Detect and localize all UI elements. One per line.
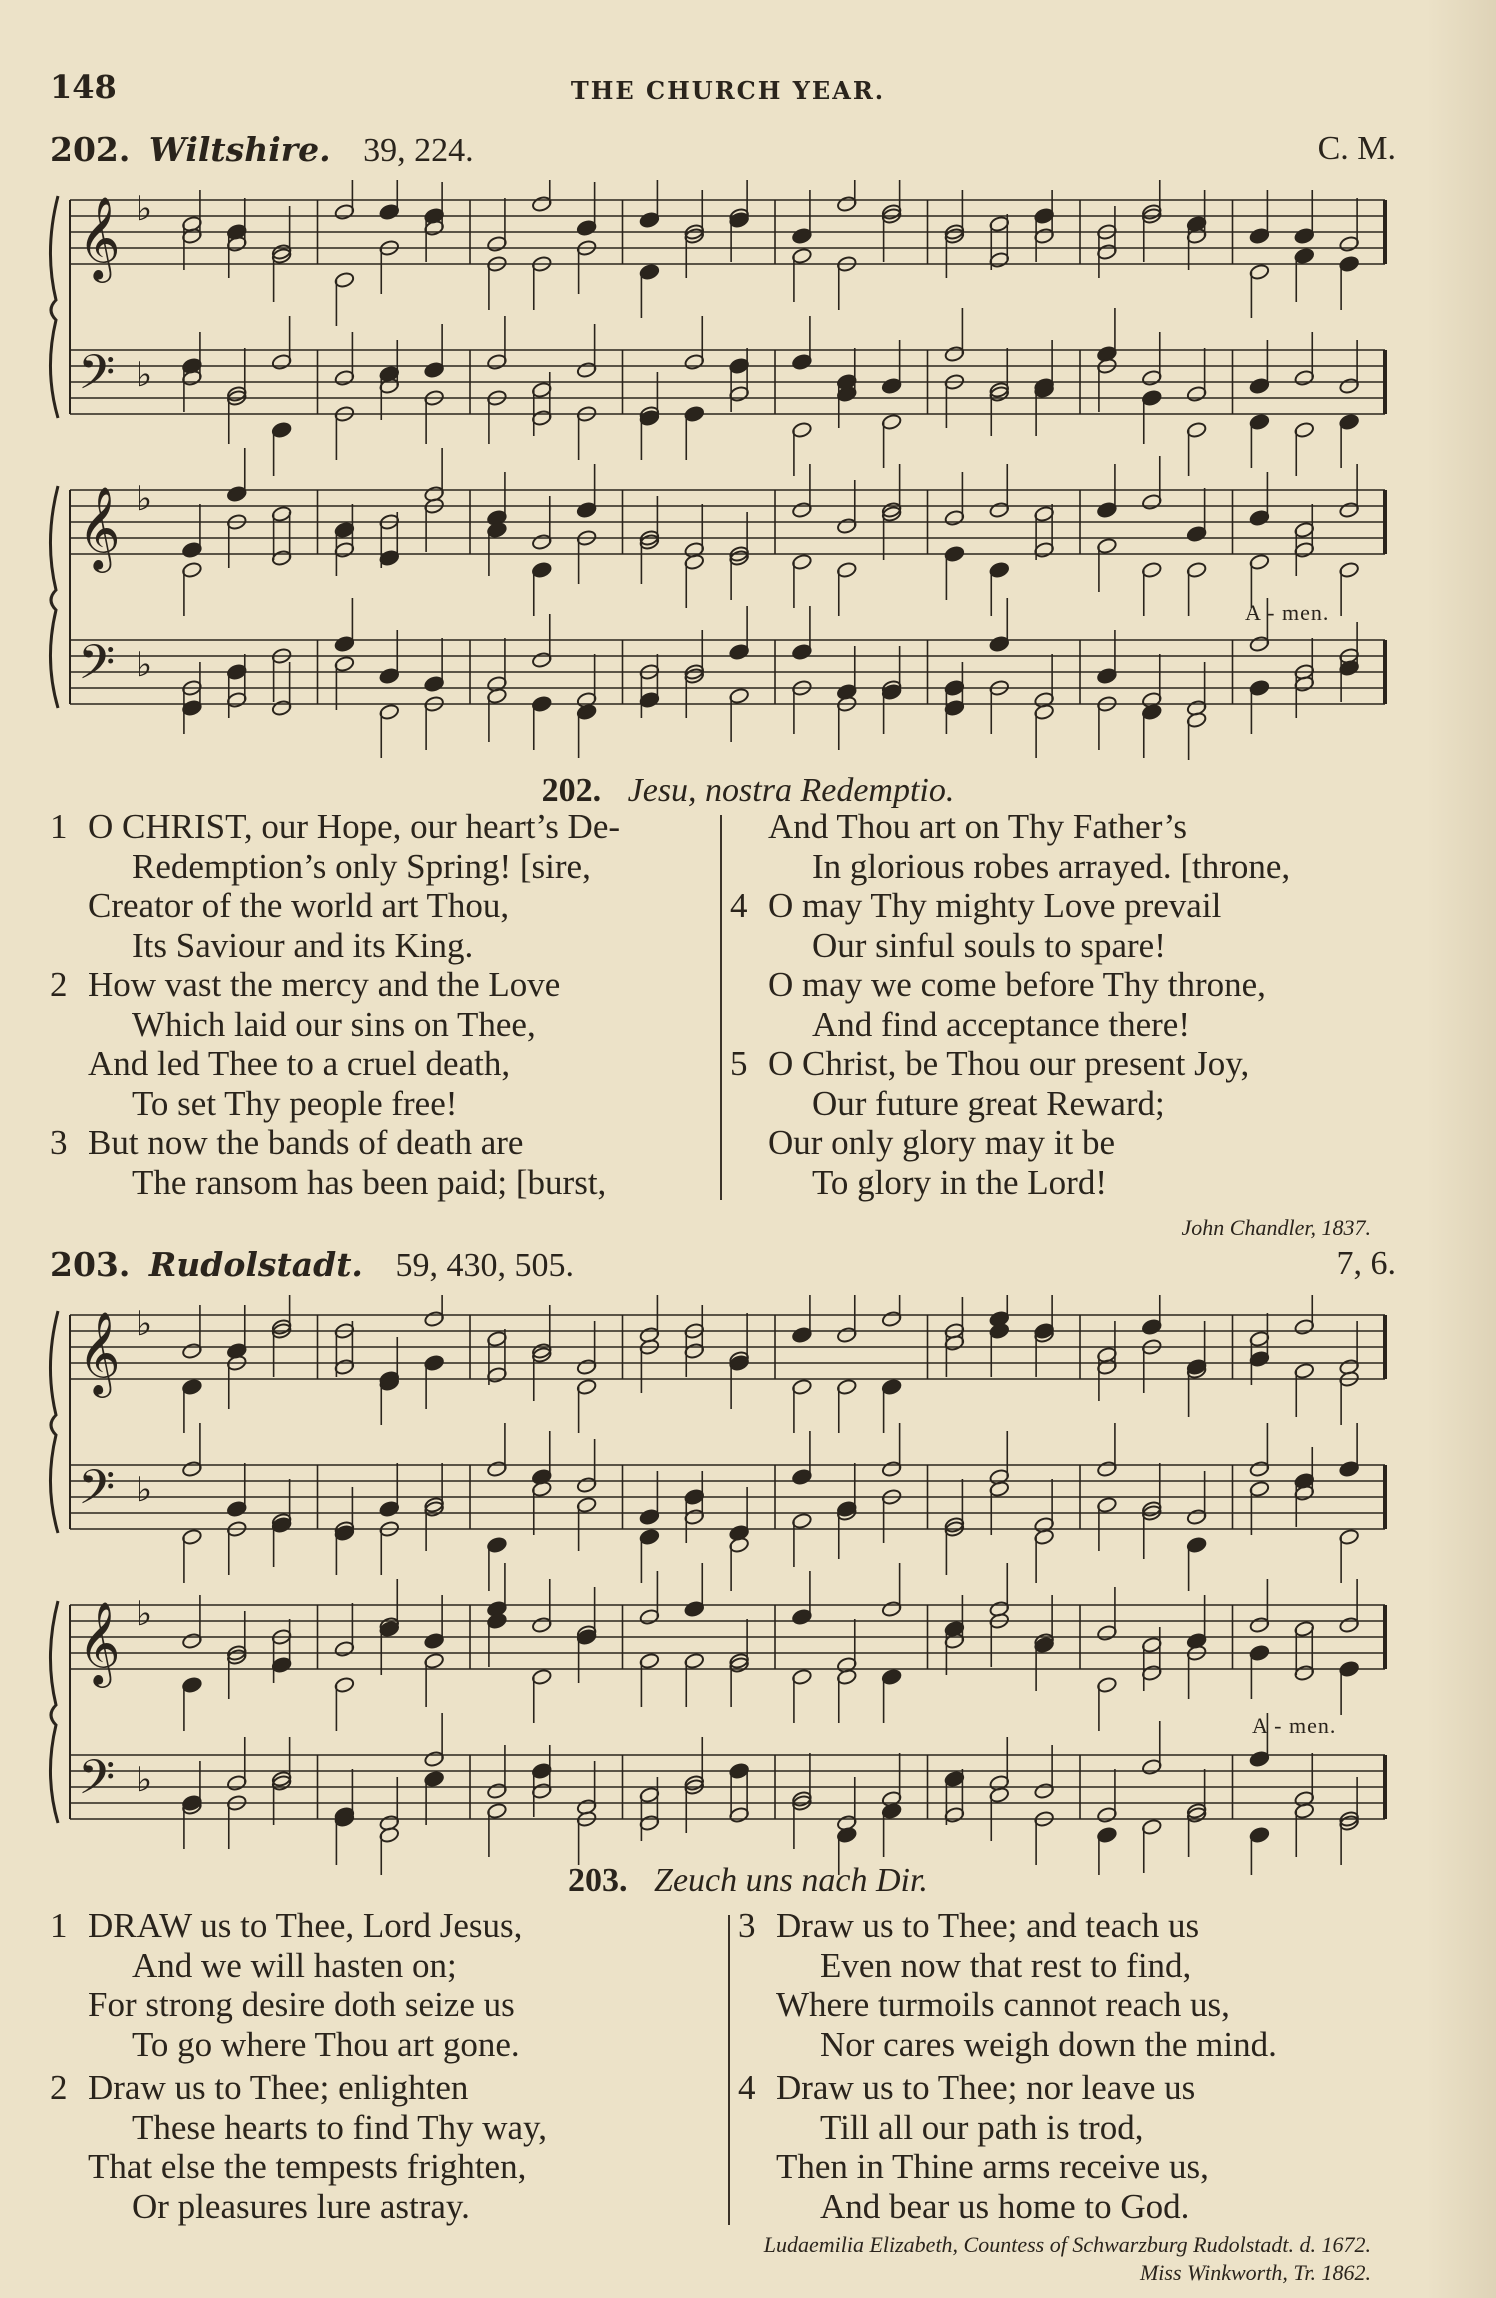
verse-line: And we will hasten on; [132, 1945, 457, 1985]
tune-name: Rudolstadt. [148, 1245, 363, 1284]
hymn-number: 202. [541, 772, 602, 809]
hymn-203-right-column [738, 1906, 1277, 2226]
flat-icon: ♭ [136, 1304, 153, 1344]
verse-line: And Thou art on Thy Father’s [768, 807, 1187, 846]
verse-line: O may we come before Thy throne, [768, 965, 1266, 1004]
verse-line: Our only glory may it be [768, 1123, 1116, 1162]
verse-4 [738, 2068, 1277, 2226]
verse-line: Creator of the world art Thou, [88, 886, 510, 925]
verse-line: These hearts to find Thy way, [132, 2107, 548, 2147]
verse-line: Where turmoils cannot reach us, [776, 1985, 1230, 2024]
verse-line: And find acceptance there! [812, 1004, 1190, 1044]
tune-meter: 7, 6. [1336, 1245, 1396, 1282]
verse-line: Redemption’s only Spring! [sire, [132, 846, 591, 886]
bass-clef-icon: 𝄢 [78, 1459, 116, 1527]
flat-icon: ♭ [136, 355, 153, 395]
verse-line: 3 Draw us to Thee; and teach us [738, 1906, 1200, 1945]
verse-line: And bear us home to God. [820, 2186, 1190, 2226]
verse-line: Then in Thine arms receive us, [776, 2147, 1209, 2186]
verse-line: 4 Draw us to Thee; nor leave us [738, 2068, 1196, 2107]
flat-icon: ♭ [136, 645, 153, 685]
verse-1 [50, 1906, 547, 2064]
verse-line: 2 Draw us to Thee; enlighten [50, 2068, 469, 2107]
score-203-svg [0, 1295, 1496, 1875]
tune-refs: 39, 224. [363, 132, 474, 169]
verse-3-cont [730, 807, 1290, 886]
bass-clef-icon: 𝄢 [78, 1749, 116, 1817]
verse-line: Even now that rest to find, [820, 1945, 1192, 1985]
amen-label: A - men. [1245, 600, 1330, 625]
flat-icon: ♭ [136, 1760, 153, 1800]
verse-line: 3 But now the bands of death are [50, 1123, 524, 1162]
tune-name: Wiltshire. [148, 130, 331, 169]
verse-line: 1 O CHRIST, our Hope, our heart’s De- [50, 807, 621, 846]
verse-line: To set Thy people free! [132, 1083, 458, 1123]
music-score-202 [0, 180, 1496, 760]
system-brace [50, 1601, 58, 1823]
bass-clef-icon: 𝄢 [78, 634, 116, 702]
verse-line: 2 How vast the mercy and the Love [50, 965, 561, 1004]
running-head [50, 68, 1406, 108]
verse-line: The ransom has been paid; [burst, [132, 1162, 607, 1202]
verse-line: Or pleasures lure astray. [132, 2186, 470, 2226]
tune-header-203 [50, 1245, 1396, 1289]
tune-number: 203. [50, 1245, 131, 1284]
verse-3 [50, 1123, 620, 1202]
verse-line: That else the tempests frighten, [88, 2147, 527, 2186]
verse-line: To go where Thou art gone. [132, 2024, 520, 2064]
verse-5 [730, 1044, 1290, 1202]
score-202-svg [0, 180, 1496, 760]
hymn-202-left-column [50, 807, 620, 1202]
verse-line: 5 O Christ, be Thou our present Joy, [730, 1044, 1250, 1083]
verse-line: 1 DRAW us to Thee, Lord Jesus, [50, 1906, 523, 1945]
treble-clef-icon: 𝄞 [78, 1310, 121, 1394]
verse-line: And led Thee to a cruel death, [88, 1044, 511, 1083]
verse-3 [738, 1906, 1277, 2064]
page-number: 148 [50, 68, 117, 106]
system-brace [50, 1311, 58, 1533]
hymn-number: 203. [568, 1862, 628, 1899]
hymn-title-202 [0, 772, 1496, 810]
hymn-title-203 [0, 1862, 1496, 1900]
verse-line: Our future great Reward; [812, 1083, 1165, 1123]
music-score-203 [0, 1295, 1496, 1875]
verse-1 [50, 807, 620, 965]
verse-line: In glorious robes arrayed. [throne, [812, 846, 1291, 886]
tune-number: 202. [50, 130, 131, 169]
verse-2 [50, 2068, 547, 2226]
verse-line: 4 O may Thy mighty Love prevail [730, 886, 1222, 925]
flat-icon: ♭ [136, 1594, 153, 1634]
system-brace [50, 486, 58, 708]
column-divider [720, 815, 722, 1200]
system-brace [50, 196, 58, 418]
attribution-202: John Chandler, 1837. [1181, 1215, 1371, 1240]
flat-icon: ♭ [136, 1470, 153, 1510]
verse-line: For strong desire doth seize us [88, 1985, 515, 2024]
hymn-german-title: Zeuch uns nach Dir. [654, 1862, 928, 1899]
flat-icon: ♭ [136, 189, 153, 229]
running-title: THE CHURCH YEAR. [570, 76, 886, 105]
flat-icon: ♭ [136, 479, 153, 519]
attribution-203-author: Ludaemilia Elizabeth, Countess of Schwarzburg Rudolstadt. d. 1672. [763, 2232, 1371, 2257]
treble-clef-icon: 𝄞 [78, 1600, 121, 1684]
verse-4 [730, 886, 1290, 1044]
verse-line: Its Saviour and its King. [132, 925, 474, 965]
hymn-latin-title: Jesu, nostra Redemptio. [627, 772, 955, 809]
verse-line: Our sinful souls to spare! [812, 925, 1166, 965]
verse-line: Which laid our sins on Thee, [132, 1004, 536, 1044]
attribution-203-translator: Miss Winkworth, Tr. 1862. [1139, 2260, 1371, 2285]
verse-line: To glory in the Lord! [812, 1162, 1107, 1202]
tune-header-202 [50, 130, 1396, 174]
hymn-203-left-column [50, 1906, 547, 2226]
column-divider [728, 1915, 730, 2225]
hymn-202-right-column [730, 807, 1290, 1202]
treble-clef-icon: 𝄞 [78, 195, 121, 279]
verse-line: Till all our path is trod, [820, 2107, 1144, 2147]
tune-refs: 59, 430, 505. [395, 1247, 574, 1284]
tune-meter: C. M. [1317, 130, 1396, 167]
verse-line: Nor cares weigh down the mind. [820, 2024, 1277, 2064]
amen-label: A - men. [1252, 1713, 1337, 1738]
verse-2 [50, 965, 620, 1123]
bass-clef-icon: 𝄢 [78, 344, 116, 412]
treble-clef-icon: 𝄞 [78, 485, 121, 569]
